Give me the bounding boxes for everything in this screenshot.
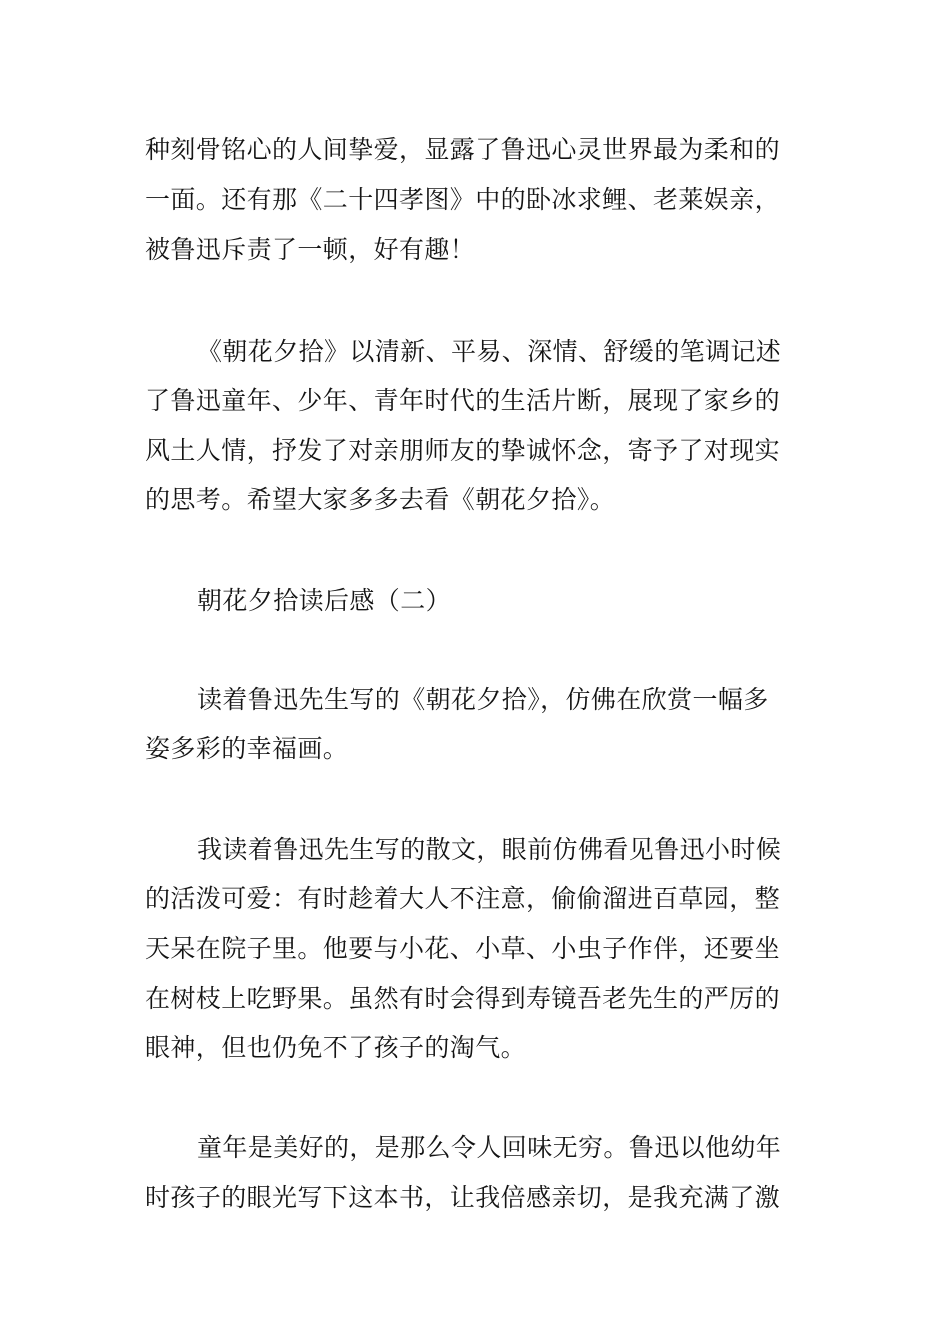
paragraph-3-line-2: 姿多彩的幸福画。 <box>145 734 349 763</box>
paragraph-1-line-3: 被鲁迅斥责了一顿，好有趣！ <box>145 235 476 264</box>
paragraph-4-line-5: 眼神，但也仍免不了孩子的淘气。 <box>145 1033 527 1062</box>
paragraph-2-line-1: 《朝花夕拾》以清新、平易、深情、舒缓的笔调记述 <box>197 337 782 366</box>
section-heading: 朝花夕拾读后感（二） <box>197 586 452 615</box>
paragraph-4-line-2: 的活泼可爱：有时趁着大人不注意，偷偷溜进百草园，整 <box>145 884 781 913</box>
paragraph-1-line-1: 种刻骨铭心的人间挚爱，显露了鲁迅心灵世界最为柔和的 <box>145 135 781 164</box>
paragraph-2-line-3: 风土人情，抒发了对亲朋师友的挚诚怀念，寄予了对现实 <box>145 436 781 465</box>
paragraph-2-line-4: 的思考。希望大家多多去看《朝花夕拾》。 <box>145 485 616 514</box>
paragraph-1-line-2: 一面。还有那《二十四孝图》中的卧冰求鲤、老莱娱亲， <box>145 185 781 214</box>
paragraph-3-line-1: 读着鲁迅先生写的《朝花夕拾》，仿佛在欣赏一幅多 <box>197 685 769 714</box>
paragraph-2-line-2: 了鲁迅童年、少年、青年时代的生活片断，展现了家乡的 <box>145 386 781 415</box>
paragraph-4-line-4: 在树枝上吃野果。虽然有时会得到寿镜吾老先生的严厉的 <box>145 984 781 1013</box>
paragraph-4-line-1: 我读着鲁迅先生写的散文，眼前仿佛看见鲁迅小时候 <box>197 835 782 864</box>
paragraph-4-line-3: 天呆在院子里。他要与小花、小草、小虫子作伴，还要坐 <box>145 934 781 963</box>
paragraph-5-line-1: 童年是美好的，是那么令人回味无穷。鲁迅以他幼年 <box>197 1133 782 1162</box>
paragraph-5-line-2: 时孩子的眼光写下这本书，让我倍感亲切，是我充满了激 <box>145 1183 781 1212</box>
